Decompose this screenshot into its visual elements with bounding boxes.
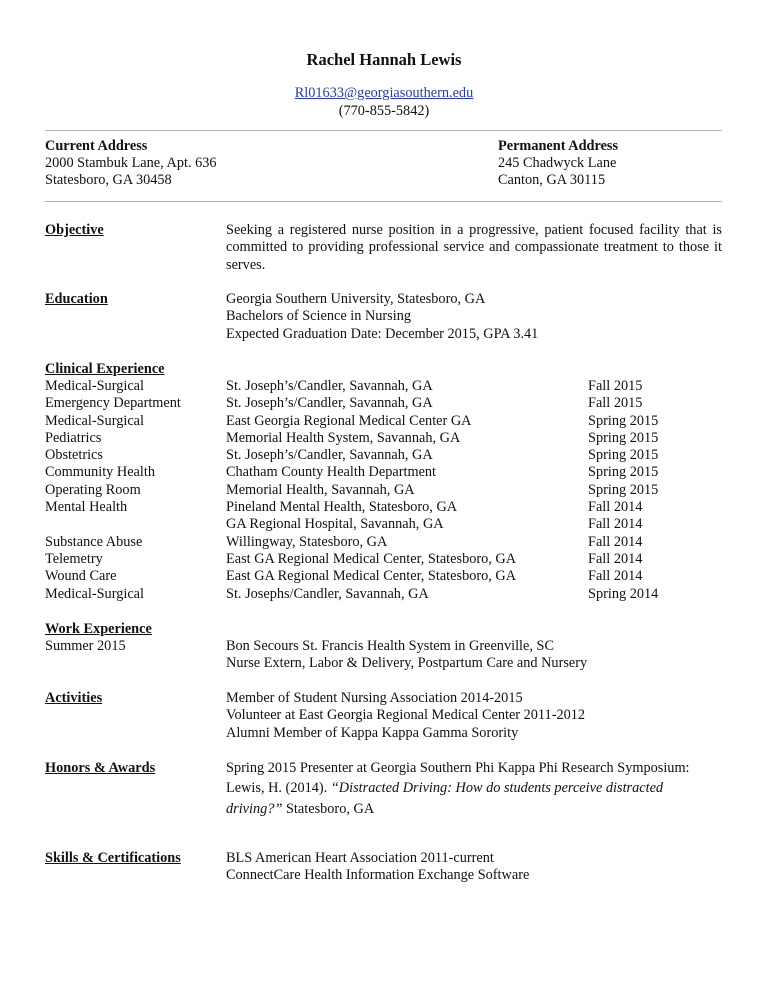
clinical-term: Spring 2015 <box>588 447 659 464</box>
clinical-term: Spring 2014 <box>588 585 659 602</box>
permanent-address-label: Permanent Address <box>498 138 619 154</box>
activity-item: Volunteer at East Georgia Regional Medical Center 2011-2012 <box>226 707 586 724</box>
clinical-term: Spring 2015 <box>588 481 659 498</box>
current-address-label: Current Address <box>45 138 148 154</box>
current-address-line1: 2000 Stambuk Lane, Apt. 636 <box>45 155 217 171</box>
clinical-place: St. Joseph’s/Candler, Savannah, GA <box>226 447 433 464</box>
work-heading: Work Experience <box>45 621 152 637</box>
clinical-area: Medical-Surgical <box>45 585 144 602</box>
clinical-area: Mental Health <box>45 499 128 516</box>
clinical-place: Memorial Health System, Savannah, GA <box>226 429 461 446</box>
education-graduation: Expected Graduation Date: December 2015, GPA 3.41 <box>226 325 539 342</box>
honors-title-part2: driving?” <box>226 801 283 817</box>
honors-citation-line1 <box>226 780 663 797</box>
honors-location: Statesboro, GA <box>285 801 375 817</box>
skill-item: ConnectCare Health Information Exchange Software <box>226 867 530 884</box>
work-role: Nurse Extern, Labor & Delivery, Postpartum Care and Nursery <box>226 655 588 672</box>
clinical-term: Fall 2014 <box>588 550 643 567</box>
clinical-area: Operating Room <box>45 481 141 498</box>
clinical-term: Fall 2014 <box>588 516 643 533</box>
work-details <box>226 638 587 673</box>
current-address-line2: Statesboro, GA 30458 <box>45 172 172 188</box>
honors-heading: Honors & Awards <box>45 760 156 776</box>
objective-text: Seeking a registered nurse position in a progressive, patient focused facility that is committed to providing professional service and compassionate treatment to those it serves. <box>226 222 722 273</box>
clinical-term: Fall 2014 <box>588 499 643 516</box>
clinical-area: Pediatrics <box>45 429 102 446</box>
clinical-places <box>226 378 516 603</box>
honors-presenter: Spring 2015 Presenter at Georgia Southern Phi Kappa Phi Research Symposium: <box>226 760 690 776</box>
clinical-place: East GA Regional Medical Center, Statesboro, GA <box>226 550 517 567</box>
clinical-place: East Georgia Regional Medical Center GA <box>226 412 472 429</box>
skills-heading: Skills & Certifications <box>45 850 181 866</box>
honors-title-part1: “Distracted Driving: How do students perceive distracted <box>330 780 664 796</box>
work-period: Summer 2015 <box>45 638 126 654</box>
clinical-area: Emergency Department <box>45 395 181 412</box>
clinical-heading: Clinical Experience <box>45 361 165 377</box>
work-employer: Bon Secours St. Francis Health System in Greenville, SC <box>226 638 555 654</box>
skill-item: BLS American Heart Association 2011-current <box>226 850 494 866</box>
clinical-term: Fall 2014 <box>588 568 643 585</box>
clinical-term: Spring 2015 <box>588 429 659 446</box>
clinical-place: Memorial Health, Savannah, GA <box>226 481 415 498</box>
activity-item: Member of Student Nursing Association 2014-2015 <box>226 690 523 706</box>
honors-citation-line2 <box>226 801 374 818</box>
clinical-term: Spring 2015 <box>588 464 659 481</box>
honors-author: Lewis, H. (2014). <box>226 780 328 796</box>
divider-top <box>45 130 722 131</box>
clinical-area: Substance Abuse <box>45 533 143 550</box>
clinical-area <box>45 516 181 533</box>
clinical-term: Fall 2015 <box>588 378 643 394</box>
divider-bottom <box>45 201 722 202</box>
clinical-area: Medical-Surgical <box>45 412 144 429</box>
clinical-area: Telemetry <box>45 550 103 567</box>
clinical-place: Chatham County Health Department <box>226 464 437 481</box>
clinical-term: Fall 2015 <box>588 395 643 412</box>
clinical-area: Wound Care <box>45 568 117 585</box>
activities-list <box>226 690 585 742</box>
clinical-place: St. Josephs/Candler, Savannah, GA <box>226 585 429 602</box>
clinical-place: Pineland Mental Health, Statesboro, GA <box>226 499 458 516</box>
email-link[interactable]: Rl01633@georgiasouthern.edu <box>294 85 474 101</box>
clinical-area: Medical-Surgical <box>45 378 144 394</box>
skills-list <box>226 850 529 885</box>
clinical-term: Spring 2015 <box>588 412 659 429</box>
clinical-place: Willingway, Statesboro, GA <box>226 533 388 550</box>
phone-number: (770-855-5842) <box>338 103 430 119</box>
clinical-place: GA Regional Hospital, Savannah, GA <box>226 516 444 533</box>
permanent-address-line2: Canton, GA 30115 <box>498 172 606 188</box>
objective-heading: Objective <box>45 222 104 238</box>
education-heading: Education <box>45 291 108 307</box>
activity-item: Alumni Member of Kappa Kappa Gamma Sorority <box>226 724 519 741</box>
clinical-place: St. Joseph’s/Candler, Savannah, GA <box>226 378 433 394</box>
permanent-address-line1: 245 Chadwyck Lane <box>498 155 617 171</box>
education-details <box>226 291 538 343</box>
clinical-area: Community Health <box>45 464 155 481</box>
clinical-areas <box>45 378 181 603</box>
education-degree: Bachelors of Science in Nursing <box>226 308 412 325</box>
clinical-place: East GA Regional Medical Center, Statesboro, GA <box>226 568 517 585</box>
clinical-term: Fall 2014 <box>588 533 643 550</box>
education-school: Georgia Southern University, Statesboro, GA <box>226 291 486 307</box>
clinical-place: St. Joseph’s/Candler, Savannah, GA <box>226 395 433 412</box>
clinical-terms <box>588 378 658 603</box>
resume-name: Rachel Hannah Lewis <box>306 50 462 69</box>
activities-heading: Activities <box>45 690 103 706</box>
clinical-area: Obstetrics <box>45 447 103 464</box>
